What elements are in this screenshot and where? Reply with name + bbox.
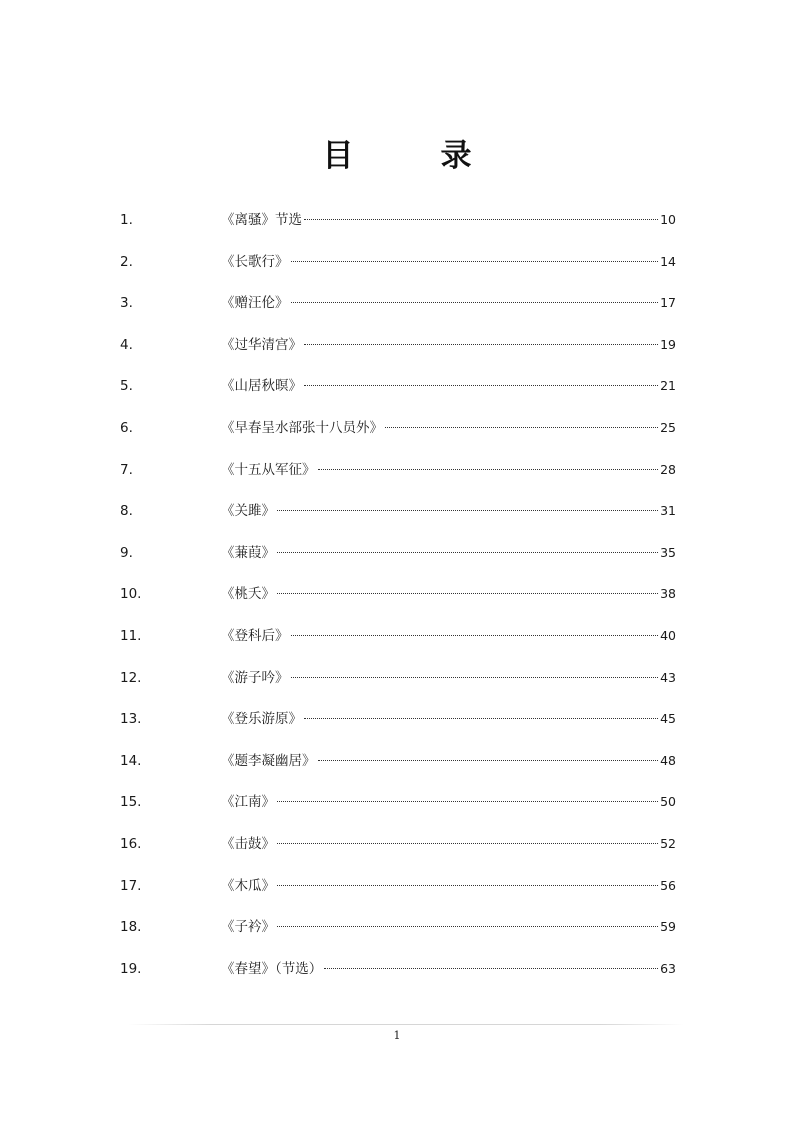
toc-entry-number: 6. [120,419,133,436]
toc-entry-title: 《登乐游原》 [221,711,302,728]
toc-entry-number: 19. [120,960,142,977]
toc-entry[interactable] [120,705,676,747]
toc-dot-leader [291,677,659,678]
toc-dot-leader [277,926,658,927]
toc-entry[interactable] [120,497,676,539]
toc-entry-number: 12. [120,669,142,686]
toc-entry[interactable] [120,248,676,290]
toc-entry[interactable] [120,331,676,373]
toc-entry-title: 《春望》（节选） [221,960,323,977]
toc-entry-page: 48 [660,752,676,768]
toc-entry-title: 《过华清宫》 [221,336,302,353]
toc-entry-title: 《十五从军征》 [221,461,316,478]
toc-entry-number: 13. [120,711,142,728]
toc-dot-leader [277,552,658,553]
toc-entry-number: 3. [120,295,133,312]
toc-entry-title: 《江南》 [221,794,275,811]
toc-entry-page: 31 [660,503,676,519]
toc-entry-title: 《早春呈水部张十八员外》 [221,419,383,436]
toc-entry-page: 19 [660,336,676,352]
toc-entry[interactable] [120,289,676,331]
toc-dot-leader [291,635,659,636]
toc-entry[interactable] [120,955,676,997]
toc-entry-page: 52 [660,835,676,851]
toc-entry-page: 43 [660,669,676,685]
toc-entry[interactable] [120,830,676,872]
toc-entry-page: 50 [660,794,676,810]
toc-entry-number: 15. [120,794,142,811]
toc-dot-leader [277,843,658,844]
toc-entry-number: 16. [120,835,142,852]
toc-dot-leader [304,219,658,220]
toc-entry-title: 《蒹葭》 [221,544,275,561]
toc-dot-leader [277,885,658,886]
toc-entry[interactable] [120,206,676,248]
toc-entry[interactable] [120,372,676,414]
toc-dot-leader [304,385,658,386]
toc-entry-title: 《登科后》 [221,627,289,644]
toc-entry-page: 35 [660,544,676,560]
toc-entry-number: 18. [120,919,142,936]
toc-entry-page: 40 [660,627,676,643]
toc-entry-number: 14. [120,752,142,769]
toc-entry-number: 5. [120,378,133,395]
toc-entry[interactable] [120,788,676,830]
toc-entry-page: 10 [660,212,676,227]
toc-entry-title: 《木瓜》 [221,877,275,894]
toc-entry-number: 8. [120,503,133,520]
toc-entry[interactable] [120,913,676,955]
footer-divider [128,1024,684,1025]
toc-dot-leader [304,718,658,719]
toc-dot-leader [277,801,658,802]
toc-entry-page: 59 [660,919,676,935]
toc-entry-page: 56 [660,877,676,893]
toc-entry-number: 11. [120,627,142,644]
toc-entry-number: 10. [120,586,142,603]
toc-dot-leader [277,510,658,511]
toc-entry-title: 《桃夭》 [221,586,275,603]
toc-dot-leader [304,344,658,345]
toc-entry-page: 25 [660,419,676,435]
toc-entry[interactable] [120,747,676,789]
toc-entry-number: 9. [120,544,133,561]
toc-entry-title: 《击鼓》 [221,835,275,852]
toc-entry-number: 1. [120,212,133,228]
toc-entry-number: 4. [120,336,133,353]
toc-entry[interactable] [120,664,676,706]
toc-entry-page: 28 [660,461,676,477]
toc-dot-leader [385,427,658,428]
toc-entry-page: 14 [660,253,676,269]
toc-dot-leader [318,469,659,470]
toc-entry-page: 21 [660,378,676,394]
toc-entry-number: 7. [120,461,133,478]
toc-entry-title: 《离骚》节选 [221,212,302,228]
toc-entry[interactable] [120,622,676,664]
toc-entry[interactable] [120,580,676,622]
toc-entry-page: 38 [660,586,676,602]
toc-entry-page: 63 [660,960,676,976]
toc-entry[interactable] [120,414,676,456]
toc-entry-page: 45 [660,711,676,727]
toc-dot-leader [277,593,658,594]
toc-entry-title: 《长歌行》 [221,253,289,270]
table-of-contents [120,206,676,996]
toc-entry-title: 《题李凝幽居》 [221,752,316,769]
toc-entry-title: 《子衿》 [221,919,275,936]
toc-entry[interactable] [120,539,676,581]
toc-dot-leader [291,261,659,262]
toc-entry-title: 《游子吟》 [221,669,289,686]
page-number: 1 [393,1029,401,1042]
toc-dot-leader [324,968,658,969]
toc-dot-leader [318,760,659,761]
toc-entry-page: 17 [660,295,676,311]
toc-entry[interactable] [120,456,676,498]
toc-dot-leader [291,302,659,303]
toc-entry[interactable] [120,872,676,914]
toc-entry-number: 2. [120,253,133,270]
page-title: 目 录 [322,138,500,174]
toc-entry-number: 17. [120,877,142,894]
toc-entry-title: 《关雎》 [221,503,275,520]
toc-entry-title: 《山居秋暝》 [221,378,302,395]
toc-entry-title: 《赠汪伦》 [221,295,289,312]
